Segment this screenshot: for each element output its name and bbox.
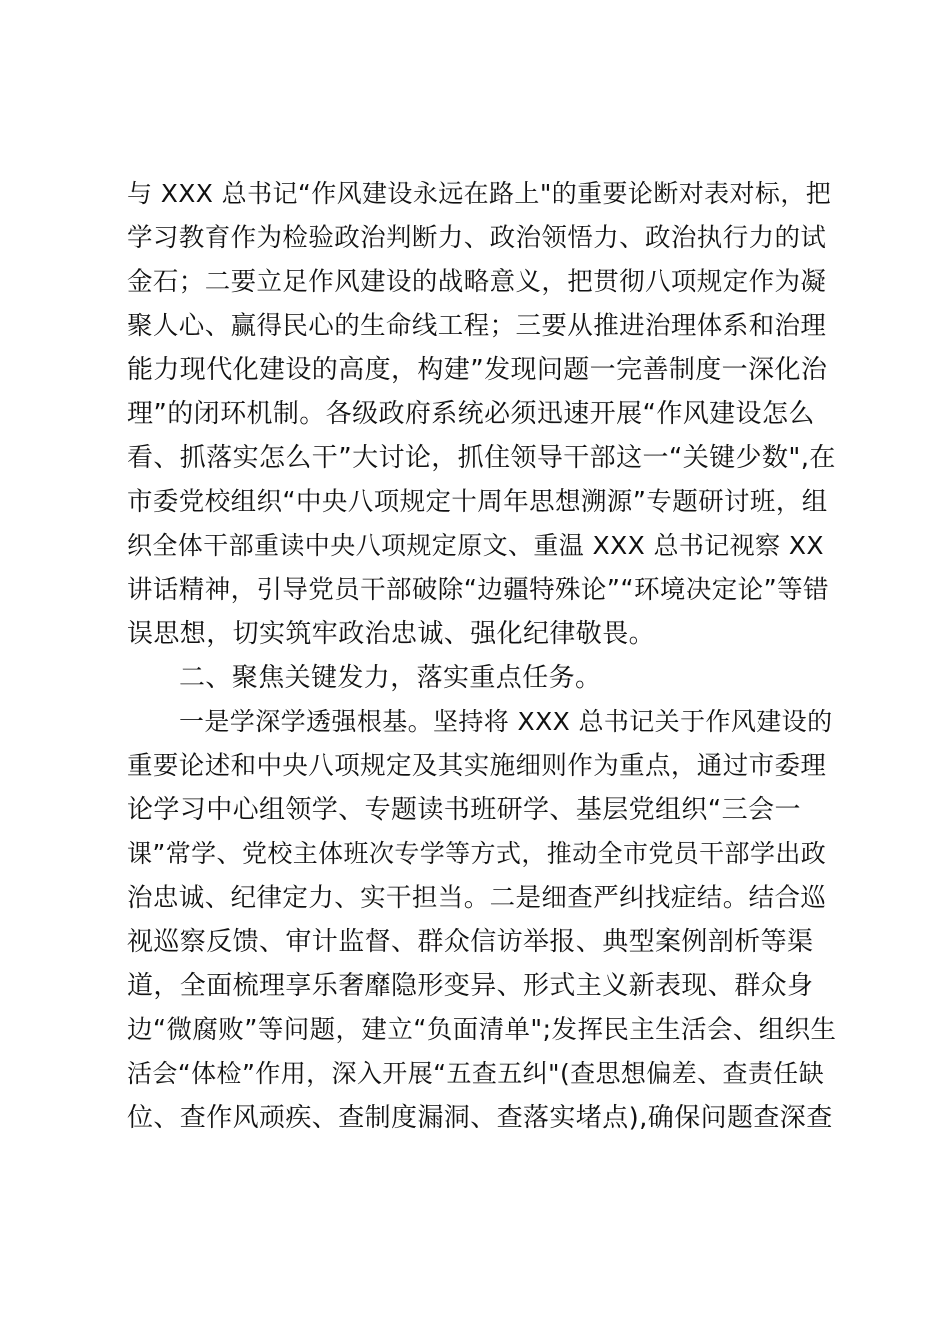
body-line: 边“微腐败”等问题，建立“负面清单";发挥民主生活会、组织生	[127, 1015, 837, 1045]
body-line: 市委党校组织“中央八项规定十周年思想溯源”专题研讨班，组	[127, 487, 828, 517]
body-line: 位、查作风顽疾、查制度漏洞、查落实堵点),确保问题查深查	[127, 1103, 833, 1133]
body-line: 课”常学、党校主体班次专学等方式，推动全市党员干部学出政	[127, 839, 827, 868]
body-line: 道，全面梳理享乐奢靡隐形变异、形式主义新表现、群众身	[127, 971, 814, 1001]
body-line: 金石；二要立足作风建设的战略意义，把贯彻八项规定作为凝	[127, 267, 827, 297]
paragraph-first-line: 一是学深学透强根基。坚持将 XXX 总书记关于作风建设的	[179, 707, 833, 736]
body-line: 讲话精神，引导党员干部破除“边疆特殊论”“环境决定论”等错	[127, 575, 829, 605]
body-line: 活会“体检”作用，深入开展“五查五纠"(查思想偏差、查责任缺	[127, 1059, 825, 1088]
body-line: 治忠诚、纪律定力、实干担当。二是细查严纠找症结。结合巡	[127, 883, 827, 913]
body-line: 能力现代化建设的高度，构建”发现问题一完善制度一深化治	[127, 355, 828, 385]
body-line: 视巡察反馈、审计监督、群众信访举报、典型案例剖析等渠	[127, 927, 814, 957]
body-line: 理”的闭环机制。各级政府系统必须迅速开展“作风建设怎么	[127, 399, 815, 429]
body-line: 看、抓落实怎么干”大讨论，抓住领导干部这一“关键少数",在	[127, 443, 836, 473]
body-line: 与 XXX 总书记“作风建设永远在路上"的重要论断对表对标，把	[127, 179, 832, 208]
section-heading: 二、聚焦关键发力，落实重点任务。	[179, 663, 602, 693]
body-line: 聚人心、赢得民心的生命线工程；三要从推进治理体系和治理	[127, 311, 827, 341]
document-body	[127, 172, 837, 1140]
body-line: 学习教育作为检验政治判断力、政治领悟力、政治执行力的试	[127, 223, 827, 253]
body-line: 重要论述和中央八项规定及其实施细则作为重点，通过市委理	[127, 751, 827, 781]
body-line: 误思想，切实筑牢政治忠诚、强化纪律敬畏。	[127, 619, 656, 649]
body-line: 论学习中心组领学、专题读书班研学、基层党组织“三会一	[127, 795, 801, 825]
body-line: 织全体干部重读中央八项规定原文、重温 XXX 总书记视察 XX	[127, 531, 824, 560]
